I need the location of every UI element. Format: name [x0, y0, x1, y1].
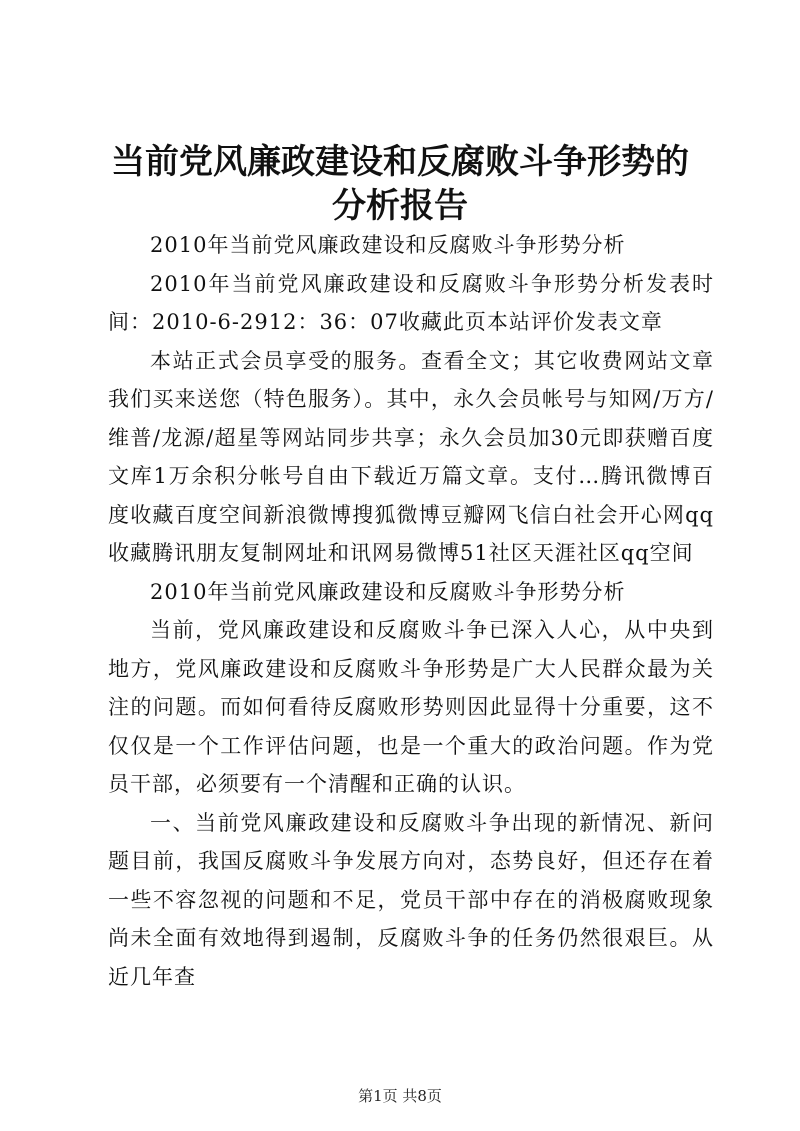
document-title: 当前党风廉政建设和反腐败斗争形势的分析报告 — [111, 142, 689, 226]
paragraph-intro: 当前，党风廉政建设和反腐败斗争已深入人心，从中央到地方，党风廉政建设和反腐败斗争形势是广大人民群众最为关注的问题。而如何看待反腐败形势则因此显得十分重要，这不仅仅是一个工作评估问题，也是一个重大的政治问题。作为党员干部，必须要有一个清醒和正确的认识。 — [108, 618, 714, 796]
paragraph-section-one: 一、当前党风廉政建设和反腐败斗争出现的新情况、新问题目前，我国反腐败斗争发展方向对，态势良好，但还存在着一些不容忽视的问题和不足，党员干部中存在的消极腐败现象尚未全面有效地得到遏制，反腐败斗争的任务仍然很艰巨。从近几年查 — [108, 810, 714, 989]
page-number-footer: 第1页 共8页 — [358, 1087, 442, 1105]
document-body — [108, 226, 714, 996]
paragraph-subtitle: 2010年当前党风廉政建设和反腐败斗争形势分析 — [150, 233, 626, 257]
paragraph-subtitle-repeat: 2010年当前党风廉政建设和反腐败斗争形势分析 — [150, 579, 626, 604]
paragraph-member-services: 本站正式会员享受的服务。查看全文；其它收费网站文章我们买来送您（特色服务）。其中，永久会员帐号与知网/万方/维普/龙源/超星等网站同步共享；永久会员加30元即获赠百度文库1万余积分帐号自由下载近万篇文章。支付…腾讯微博百度收藏百度空间新浪微博搜狐微博豆瓣网飞信白社会开心网qq收藏腾讯朋友复制网址和讯网易微博51社区天涯社区qq空间 — [108, 348, 714, 565]
paragraph-publish-info: 2010年当前党风廉政建设和反腐败斗争形势分析发表时间：2010-6-2912：36：07收藏此页本站评价发表文章 — [108, 271, 714, 334]
